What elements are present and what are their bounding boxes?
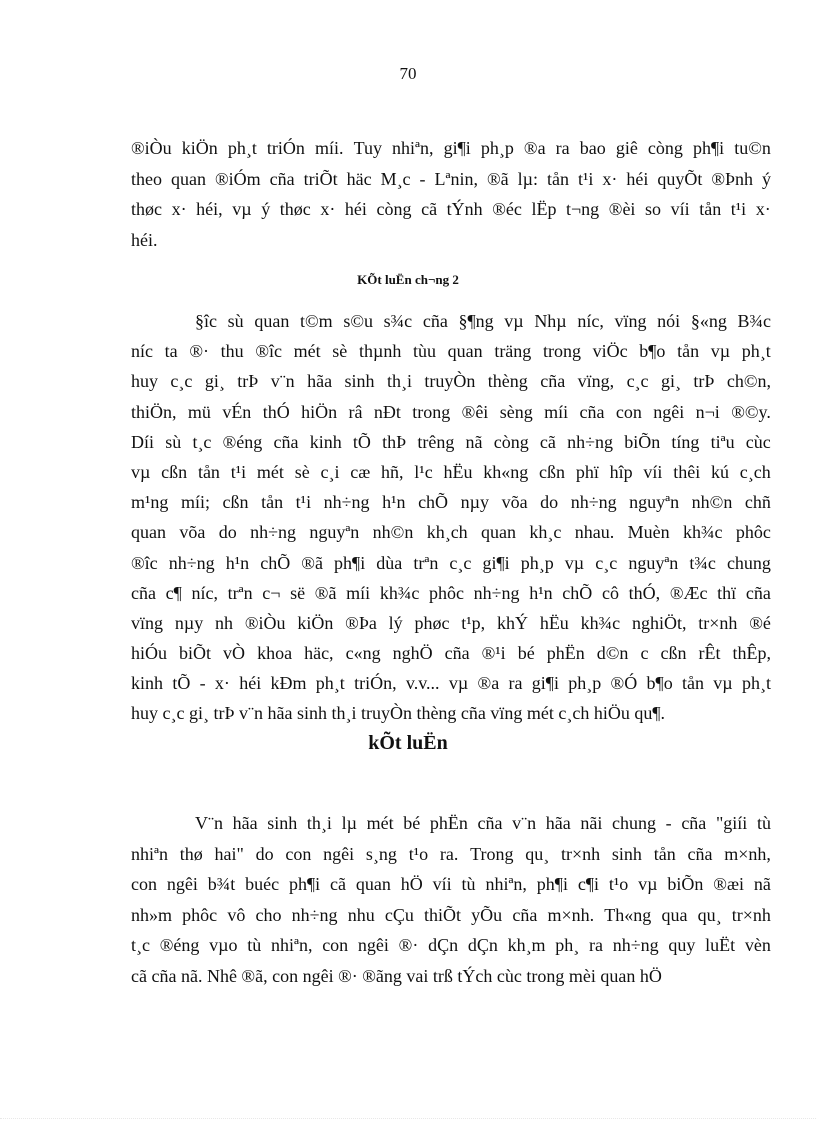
paragraph-1 [131,133,771,255]
text-line: huy c¸c gi¸ trÞ v¨n hãa sinh th¸i truyÒn thèng cña vïng, c¸c gi¸ trÞ ch©n, [131,371,771,392]
text-line: nhiªn thø hai" do con ngêi s¸ng t¹o ra. Trong qu¸ tr×nh sinh tån cña m×nh, [131,843,771,864]
text-line: ®îc nh÷ng h¹n chÕ ®ã ph¶i dùa trªn c¸c gi¶i ph¸p vµ c¸c nguyªn t¾c chung [131,552,771,573]
text-line: níc ta ®· thu ®îc mét sè thµnh tùu quan träng trong viÖc b¶o tån vµ ph¸t [131,341,771,362]
text-line: hiÓu biÕt vÒ khoa häc, c«ng nghÖ cña ®¹i bé phËn d©n c cßn rÊt thÊp, [131,643,771,664]
text-line: ®iÒu kiÖn ph¸t triÓn míi. Tuy nhiªn, gi¶i ph¸p ®a ra bao giê còng ph¶i tu©n [131,138,771,158]
text-line: theo quan ®iÓm cña triÕt häc M¸c - Lªnin, ®ã lµ: tån t¹i x· héi quyÕt ®Þnh ý [131,168,771,189]
text-line: huy c¸c gi¸ trÞ v¨n hãa sinh th¸i truyÒn thèng cña vïng mét c¸ch hiÖu qu¶. [131,703,666,724]
paragraph-2 [131,306,771,729]
text-line: con ngêi b¾t buéc ph¶i cã quan hÖ víi tù nhiªn, ph¶i c¶i t¹o vµ biÕn ®æi nã [131,874,771,894]
text-line: Díi sù t¸c ®éng cña kinh tÕ thÞ trêng nã còng cã nh÷ng biÕn tíng tiªu cùc [131,431,771,452]
text-line: §îc sù quan t©m s©u s¾c cña §¶ng vµ Nhµ níc, vïng nói §«ng B¾c [195,311,771,331]
text-line: thiÖn, mü vÉn thÓ hiÖn râ nÐt trong ®êi sèng míi cña con ngêi n¬i ®©y. [131,401,771,422]
text-line: m¹ng míi; cßn tån t¹i nh÷ng h¹n chÕ nµy võa do nh÷ng nguyªn nh©n chñ [131,492,771,513]
conclusion-heading: kÕt luËn [368,732,448,754]
text-line: t¸c ®éng vµo tù nhiªn, con ngêi ®· dÇn dÇn kh¸m ph¸ ra nh÷ng quy luËt vèn [131,935,771,955]
text-line: nh»m phôc vô cho nh÷ng nhu cÇu thiÕt yÕu cña m×nh. Th«ng qua qu¸ tr×nh [131,904,771,925]
text-line: cña c¶ níc, trªn c¬ së ®ã míi kh¾c phôc nh÷ng h¹n chÕ cô thÓ, ®Æc thï cña [131,582,771,603]
text-line: vïng nµy nh ®iÒu kiÖn ®Þa lý phøc t¹p, khÝ hËu kh¾c nghiÖt, tr×nh ®é [131,612,771,633]
text-line: V¨n hãa sinh th¸i lµ mét bé phËn cña v¨n hãa nãi chung - cña "giíi tù [195,813,771,833]
text-line: quan võa do nh÷ng nguyªn nh©n kh¸ch quan kh¸c nhau. Muèn kh¾c phôc [131,522,771,543]
chapter-conclusion-heading: KÕt luËn ch¬ng 2 [357,272,459,287]
text-line: vµ cßn tån t¹i mét sè c¸i cæ hñ, l¹c hËu kh«ng cßn phï hîp víi thêi kú c¸ch [131,461,771,482]
page-bottom-rule [0,1118,816,1119]
paragraph-3 [131,808,771,991]
text-line: héi. [131,229,158,250]
text-line: thøc x· héi, vµ ý thøc x· héi còng cã tÝnh ®éc lËp t¬ng ®èi so víi tån t¹i x· [131,199,771,219]
text-line: cã cña nã. Nhê ®ã, con ngêi ®· ®ãng vai trß tÝch cùc trong mèi quan hÖ [131,965,662,986]
text-line: kinh tÕ - x· héi kÐm ph¸t triÓn, v.v... vµ ®a ra gi¶i ph¸p ®Ó b¶o tån vµ ph¸t [131,673,771,694]
page-number: 70 [399,64,417,83]
